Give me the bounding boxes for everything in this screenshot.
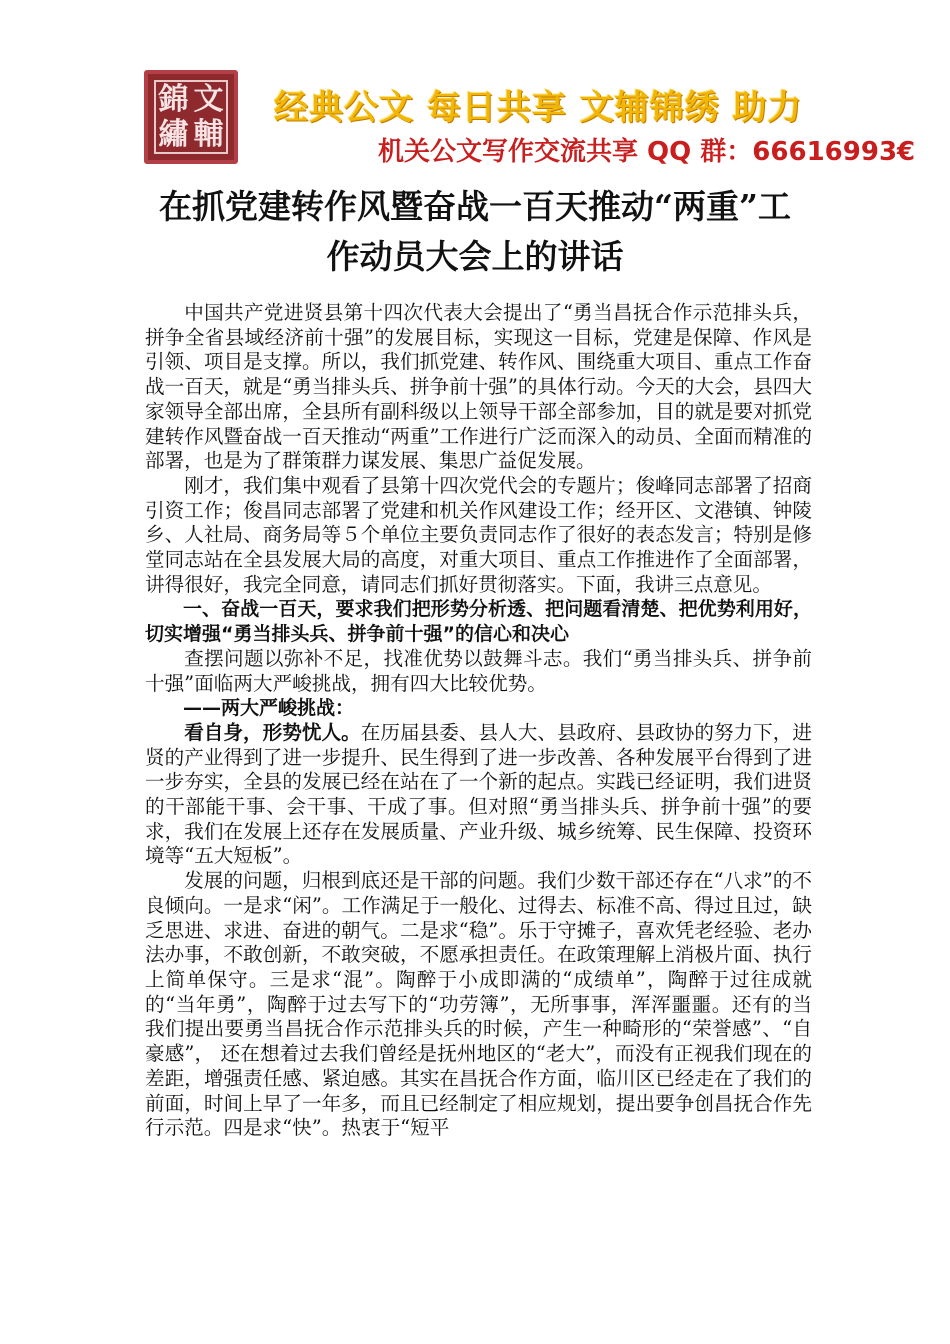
section-heading: 一、奋战一百天，要求我们把形势分析透、把问题看清楚、把优势利用好，切实增强“勇当排头兵、拼争前十强”的信心和决心 — [145, 598, 812, 646]
logo-char: 錦 — [158, 81, 189, 117]
brand-logo — [144, 70, 238, 164]
paragraph — [145, 721, 812, 869]
paragraph: 查摆问题以弥补不足，找准优势以鼓舞斗志。我们“勇当排头兵、拼争前十强”面临两大严峻挑战，拥有四大比较优势。 — [145, 646, 812, 695]
paragraph-lead: 看自身，形势忧人。 — [184, 720, 361, 744]
banner-slogan: 经典公文 每日共享 文辅锦绣 助力 — [274, 88, 803, 126]
banner-qq-group: 机关公文写作交流共享 QQ 群：66616993€ — [378, 137, 916, 167]
paragraph: 中国共产党进贤县第十四次代表大会提出了“勇当昌抚合作示范排头兵，拼争全省县域经济前十强”的发展目标，实现这一目标，党建是保障、作风是引领、项目是支撑。所以，我们抓党建、转作风、围绕重大项目、重点工作奋战一百天，就是“勇当排头兵、拼争前十强”的具体行动。今天的大会，县四大家领导全部出席，全县所有副科级以上领导干部全部参加，目的就是要对抓党建转作风暨奋战一百天推动“两重”工作进行广泛而深入的动员、全面而精准的部署，也是为了群策群力谋发展、集思广益促发展。 — [145, 301, 812, 473]
logo-char: 文 — [193, 81, 224, 117]
paragraph: 刚才，我们集中观看了县第十四次党代会的专题片；俊峰同志部署了招商引资工作；俊昌同志部署了党建和机关作风建设工作；经开区、文港镇、钟陵乡、人社局、商务局等５个单位主要负责同志作了很好的表态发言；特别是修堂同志站在全县发展大局的高度，对重大项目、重点工作推进作了全面部署，讲得很好，我完全同意，请同志们抓好贯彻落实。下面，我讲三点意见。 — [145, 473, 812, 596]
sub-heading: ——两大严峻挑战： — [183, 697, 355, 720]
document-body — [145, 301, 812, 1141]
paragraph-text: 在历届县委、县人大、县政府、县政协的努力下，进贤的产业得到了进一步提升、民生得到了进一步改善、各种发展平台得到了进一步夯实，全县的发展已经在站在了一个新的起点。实践已经证明，我们进贤的干部能干事、会干事、干成了事。但对照“勇当排头兵、拼争前十强”的要求，我们在发展上还存在发展质量、产业升级、城乡统筹、民生保障、投资环境等“五大短板”。 — [145, 720, 813, 868]
logo-char: 輔 — [193, 116, 224, 152]
document-title: 在抓党建转作风暨奋战一百天推动“两重”工作动员大会上的讲话 — [159, 187, 791, 276]
logo-seal — [154, 80, 228, 154]
logo-char: 繡 — [158, 116, 189, 152]
paragraph: 发展的问题，归根到底还是干部的问题。我们少数干部还存在“八求”的不良倾向。一是求“闲”。工作满足于一般化、过得去、标准不高、得过且过，缺乏思进、求进、奋进的朝气。二是求“稳”。乐于守摊子，喜欢凭老经验、老办法办事，不敢创新，不敢突破，不愿承担责任。在政策理解上消极片面、执行上简单保守。三是求“混”。陶醉于小成即满的“成绩单”，陶醉于过往成就的“当年勇”，陶醉于过去写下的“功劳簿”，无所事事，浑浑噩噩。还有的当我们提出要勇当昌抚合作示范排头兵的时候，产生一种畸形的“荣誉感”、“自豪感”， 还在想着过去我们曾经是抚州地区的“老大”，而没有正视我们现在的差距，增强责任感、紧迫感。其实在昌抚合作方面，临川区已经走在了我们的前面，时间上早了一年多，而且已经制定了相应规划，提出要争创昌抚合作先行示范。四是求“快”。热衷于“短平 — [145, 869, 812, 1140]
